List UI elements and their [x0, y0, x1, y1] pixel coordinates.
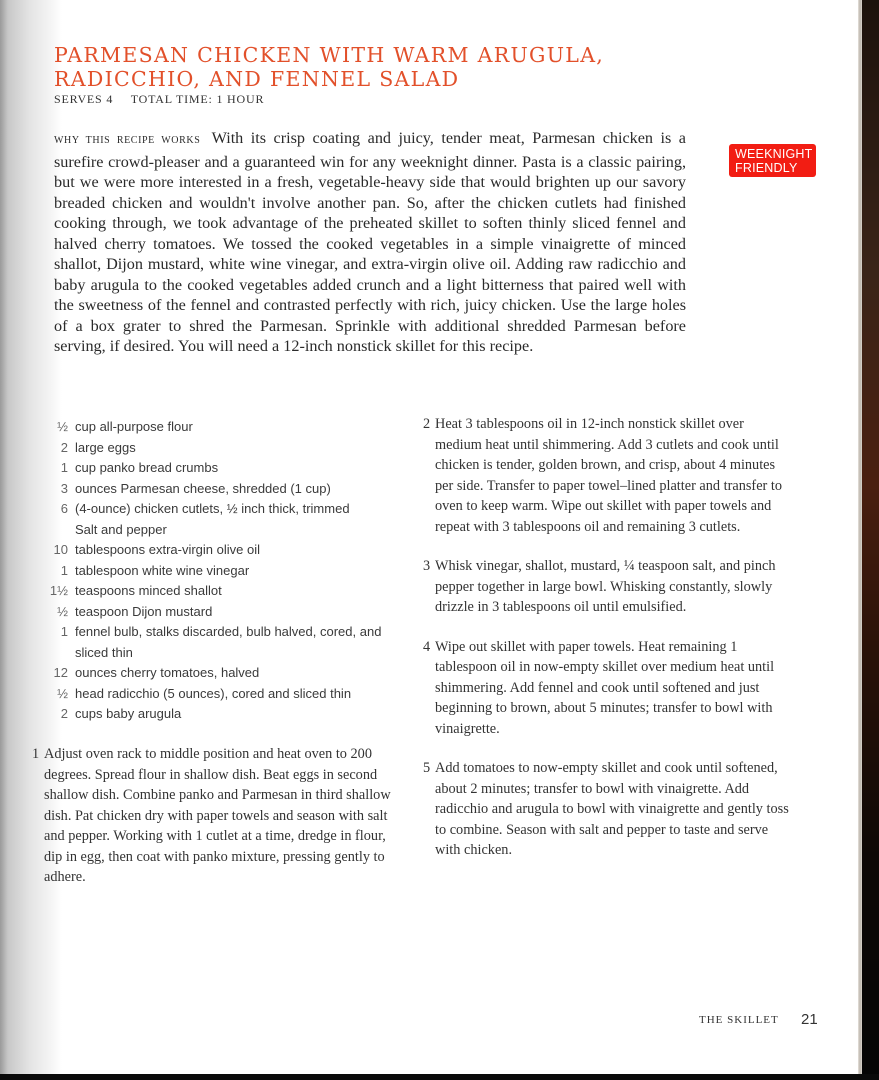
ingredient-quantity: 1 [60, 460, 68, 475]
ingredient-description: teaspoon Dijon mustard [75, 603, 213, 619]
ingredient-item [38, 479, 398, 500]
instruction-step [32, 744, 392, 888]
ingredient-item [38, 704, 398, 725]
ingredient-description: teaspoons minced shallot [75, 583, 222, 598]
instruction-step [423, 556, 793, 618]
ingredient-quantity: 2 [60, 706, 68, 721]
instruction-step [423, 414, 793, 537]
step-text: Adjust oven rack to middle position and heat oven to 200 degrees. Spread flour in shallow dish. Beat eggs in second shallow dish. Combine panko and Parmesan in third shallow dish. Pat chicken dry with paper towels and season with salt and pepper. Working with 1 cutlet at a time, dredge in flour, dip in egg, then coat with panko mixture, pressing gently to adhere. [44, 746, 391, 885]
step-number: 4 [423, 638, 431, 655]
ingredient-item [38, 684, 398, 705]
intro-label: WHY THIS RECIPE WORKS [54, 135, 201, 146]
ingredient-quantity: ½ [57, 603, 68, 619]
instruction-step [423, 758, 793, 861]
scan-background [862, 0, 879, 1080]
scan-bottom-edge [0, 1074, 879, 1080]
badge-line-1: WEEKNIGHT [735, 147, 813, 161]
ingredient-quantity: 10 [53, 542, 68, 557]
intro-text: With its crisp coating and juicy, tender meat, Parmesan chicken is a surefire crowd-pleaser and a guaranteed win for any weeknight dinner. Pasta is a classic pairing, but we were more interested in a fresh, vegetable-heavy side that would brighten up our savory breaded chicken and wouldn't involve another pan. So, after the chicken cutlets had finished cooking through, we took advantage of the preheated skillet to soften thinly sliced fennel and halved cherry tomatoes. We tossed the cooked vegetables in a simple vinaigrette of minced shallot, Dijon mustard, white wine vinegar, and extra-virgin olive oil. Adding raw radicchio and baby arugula to the cooked vegetables added crunch and a light bitterness that paired well with the sweetness of the fennel and contrasted perfectly with rich, juicy chicken. Use the large holes of a box grater to shred the Parmesan. Sprinkle with additional shredded Parmesan before serving, if desired. You will need a 12-inch nonstick skillet for this recipe. [54, 129, 686, 355]
total-time-label: TOTAL TIME: 1 HOUR [130, 92, 265, 106]
ingredient-quantity: 6 [60, 501, 68, 516]
step-text: Heat 3 tablespoons oil in 12-inch nonstick skillet over medium heat until shimmering. Add 3 cutlets and cook until chicken is tender, golden brown, and crisp, about 4 minutes per side. Transfer to paper towel–lined platter and transfer to oven to keep warm. Wipe out skillet with paper towels and repeat with 3 tablespoons oil and remaining 3 cutlets. [435, 416, 782, 535]
ingredient-description: head radicchio (5 ounces), cored and sliced thin [75, 685, 352, 701]
ingredient-description: large eggs [75, 439, 136, 455]
serves-label: SERVES 4 [54, 92, 114, 106]
ingredient-quantity: 3 [60, 480, 68, 496]
ingredient-description: fennel bulb, stalks discarded, bulb halved, cored, and sliced thin [75, 624, 382, 660]
ingredient-quantity: ½ [57, 685, 68, 701]
badge-line-2: FRIENDLY [735, 161, 798, 175]
ingredient-item [38, 622, 398, 663]
ingredient-description: cup all-purpose flour [75, 419, 193, 434]
steps-column-left [32, 744, 392, 907]
ingredient-description: Salt and pepper [75, 521, 167, 537]
steps-column-right [423, 414, 793, 880]
recipe-meta [54, 92, 278, 107]
step-number: 2 [423, 416, 431, 432]
ingredient-item [38, 520, 398, 541]
title-line-2: RADICCHIO, AND FENNEL SALAD [54, 67, 460, 91]
weeknight-friendly-badge [729, 144, 816, 177]
ingredient-item [38, 581, 398, 602]
page-number: 21 [801, 1011, 818, 1028]
ingredient-quantity: ½ [57, 419, 68, 434]
recipe-title [54, 43, 694, 91]
ingredient-description: cup panko bread crumbs [75, 460, 219, 475]
ingredient-quantity [38, 520, 75, 541]
ingredient-item [38, 438, 398, 459]
ingredient-description: tablespoons extra-virgin olive oil [75, 542, 260, 557]
section-footer: THE SKILLET [699, 1014, 779, 1026]
step-text: Add tomatoes to now-empty skillet and cook until softened, about 2 minutes; transfer to bowl with vinaigrette. Add radicchio and arugula to bowl with vinaigrette and gently toss to combine. Season with salt and pepper to taste and serve with chicken. [435, 760, 789, 858]
recipe-intro [54, 128, 686, 357]
ingredient-item [38, 602, 398, 623]
step-text: Wipe out skillet with paper towels. Heat remaining 1 tablespoon oil in now-empty skillet over medium heat until shimmering. Add fennel and cook until softened and just beginning to brown, about 5 minutes; transfer to bowl with vinaigrette. [435, 638, 775, 737]
title-line-1: PARMESAN CHICKEN WITH WARM ARUGULA, [54, 43, 605, 67]
step-text: Whisk vinegar, shallot, mustard, ¼ teaspoon salt, and pinch pepper together in large bowl. Whisking constantly, slowly drizzle in 3 tablespoons oil until emulsified. [435, 558, 776, 615]
step-number: 5 [423, 760, 431, 776]
ingredient-quantity: 1½ [49, 583, 68, 598]
ingredient-item [38, 499, 398, 520]
ingredient-description: ounces cherry tomatoes, halved [75, 665, 260, 680]
ingredient-description: ounces Parmesan cheese, shredded (1 cup) [75, 480, 331, 496]
ingredient-quantity: 2 [60, 439, 68, 455]
ingredient-quantity: 1 [60, 624, 68, 639]
ingredient-item [38, 663, 398, 684]
ingredient-list [38, 417, 398, 725]
ingredient-description: (4-ounce) chicken cutlets, ½ inch thick, trimmed [75, 501, 350, 516]
instruction-step [423, 637, 793, 740]
ingredient-item [38, 458, 398, 479]
step-number: 3 [423, 558, 431, 574]
ingredient-item [38, 561, 398, 582]
ingredient-item [38, 417, 398, 438]
ingredient-quantity: 1 [60, 562, 68, 578]
ingredient-description: tablespoon white wine vinegar [75, 562, 250, 578]
ingredient-quantity: 12 [53, 665, 68, 680]
step-number: 1 [32, 746, 40, 762]
ingredient-item [38, 540, 398, 561]
ingredient-description: cups baby arugula [75, 706, 182, 721]
